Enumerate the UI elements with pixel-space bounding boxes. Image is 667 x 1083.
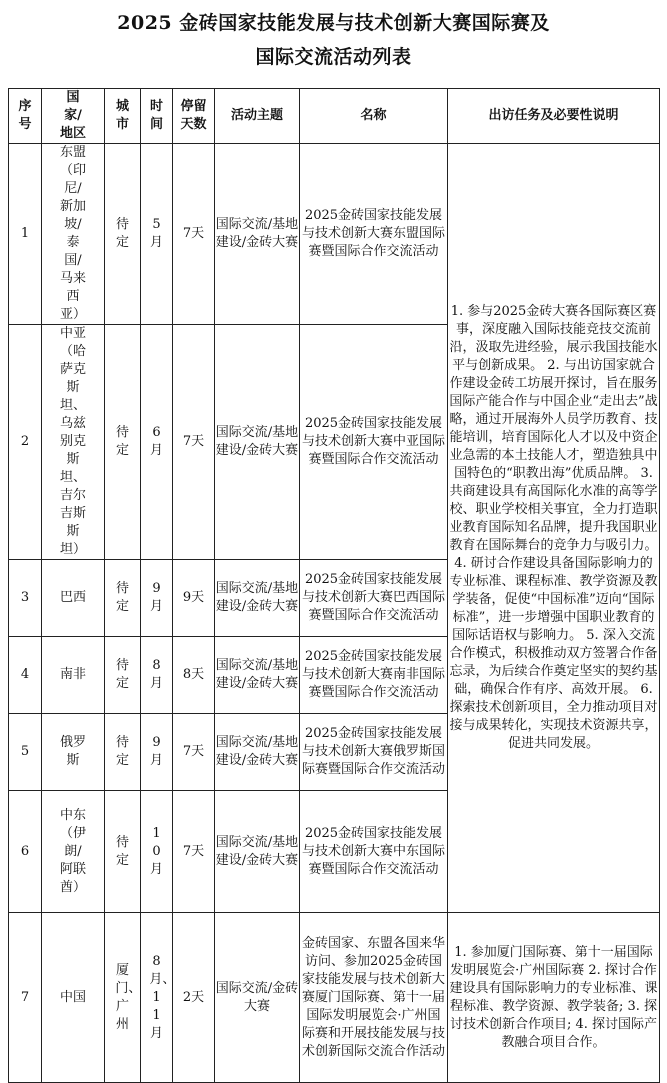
cell-theme: 国际交流/基地建设/金砖大赛 [215, 791, 300, 913]
cell-time: 8月、11月 [141, 913, 173, 1083]
cell-no: 7 [9, 913, 42, 1083]
cell-time: 10月 [141, 791, 173, 913]
header-city: 城市 [105, 89, 141, 144]
cell-name: 2025金砖国家技能发展与技术创新大赛南非国际赛暨国际合作交流活动 [300, 637, 448, 714]
cell-time: 9月 [141, 560, 173, 637]
cell-country: 中东（伊朗/阿联酋） [42, 791, 105, 913]
cell-stay: 8天 [173, 637, 215, 714]
header-time: 时间 [141, 89, 173, 144]
table-row [9, 144, 660, 325]
cell-city: 待定 [105, 791, 141, 913]
cell-no: 1 [9, 144, 42, 325]
cell-city: 待定 [105, 144, 141, 325]
cell-name: 金砖国家、东盟各国来华访问、参加2025金砖国家技能发展与技术创新大赛厦门国际赛、第十一届国际发明展览会·广州国际赛和开展技能发展与技术创新国际交流合作活动 [300, 913, 448, 1083]
cell-time: 6月 [141, 325, 173, 560]
header-name: 名称 [300, 89, 448, 144]
cell-no: 4 [9, 637, 42, 714]
cell-city: 待定 [105, 637, 141, 714]
cell-stay: 2天 [173, 913, 215, 1083]
cell-name: 2025金砖国家技能发展与技术创新大赛中亚国际赛暨国际合作交流活动 [300, 325, 448, 560]
cell-stay: 7天 [173, 144, 215, 325]
cell-no: 5 [9, 714, 42, 791]
cell-name: 2025金砖国家技能发展与技术创新大赛巴西国际赛暨国际合作交流活动 [300, 560, 448, 637]
header-mission: 出访任务及必要性说明 [448, 89, 660, 144]
cell-city: 待定 [105, 325, 141, 560]
cell-mission-shared: 1. 参与2025金砖大赛各国际赛区赛事，深度融入国际技能竞技交流前沿，汲取先进经验，展示我国技能水平与创新成果。 2. 与出访国家就合作建设金砖工坊展开探讨，旨在服务国际产能合作与中国企业“走出去”战略，通过开展海外人员学历教育、技能培训，培育国际化人才以及中资企业急需的本土技能人才，塑造独具中国特色的“职教出海”优质品牌。 3. 共商建设具有高国际化水准的高等学校、职业学校相关事宜，全力打造职业教育国际知名品牌，提升我国职业教育在国际舞台的竞争力与吸引力。 4. 研讨合作建设具备国际影响力的专业标准、课程标准、教学资源及教学装备，促使“中国标准”迈向“国际标准”，进一步增强中国职业教育的国际话语权与影响力。 5. 深入交流合作模式，积极推动双方签署合作备忘录，为后续合作奠定坚实的契约基础，确保合作有序、高效开展。 6. 探索技术创新项目，全力推动项目对接与成果转化，实现技术资源共享，促进共同发展。 [448, 144, 660, 913]
cell-stay: 9天 [173, 560, 215, 637]
header-theme: 活动主题 [215, 89, 300, 144]
activity-table [8, 88, 660, 1083]
document-title-line2: 国际交流活动列表 [255, 46, 412, 68]
cell-country: 俄罗斯 [42, 714, 105, 791]
cell-time: 8月 [141, 637, 173, 714]
cell-stay: 7天 [173, 714, 215, 791]
cell-name: 2025金砖国家技能发展与技术创新大赛俄罗斯国际赛暨国际合作交流活动 [300, 714, 448, 791]
cell-theme: 国际交流/基地建设/金砖大赛 [215, 325, 300, 560]
cell-city: 待定 [105, 560, 141, 637]
cell-mission-row7: 1. 参加厦门国际赛、第十一届国际发明展览会·广州国际赛 2. 探讨合作建设具有国际影响力的专业标准、课程标准、教学资源、教学装备; 3. 探讨技术创新合作项目; 4. 探讨国际产教融合项目合作。 [448, 913, 660, 1083]
cell-city: 待定 [105, 714, 141, 791]
cell-no: 3 [9, 560, 42, 637]
cell-stay: 7天 [173, 325, 215, 560]
table-row [9, 913, 660, 1083]
cell-theme: 国际交流/基地建设/金砖大赛 [215, 714, 300, 791]
document-title-line1: 2025 金砖国家技能发展与技术创新大赛国际赛及 [117, 12, 550, 34]
cell-theme: 国际交流/基地建设/金砖大赛 [215, 560, 300, 637]
cell-name: 2025金砖国家技能发展与技术创新大赛中东国际赛暨国际合作交流活动 [300, 791, 448, 913]
header-no: 序号 [9, 89, 42, 144]
cell-time: 5月 [141, 144, 173, 325]
cell-country: 南非 [42, 637, 105, 714]
cell-theme: 国际交流/基地建设/金砖大赛 [215, 637, 300, 714]
cell-country: 中国 [42, 913, 105, 1083]
cell-theme: 国际交流/基地建设/金砖大赛 [215, 144, 300, 325]
cell-country: 中亚（哈萨克斯坦、乌兹别克斯坦、吉尔吉斯斯坦） [42, 325, 105, 560]
cell-name: 2025金砖国家技能发展与技术创新大赛东盟国际赛暨国际合作交流活动 [300, 144, 448, 325]
table-header-row [9, 89, 660, 144]
cell-city: 厦门、广州 [105, 913, 141, 1083]
cell-country: 东盟（印尼/新加坡/泰国/马来西亚） [42, 144, 105, 325]
header-country: 国家/地区 [42, 89, 105, 144]
cell-country: 巴西 [42, 560, 105, 637]
cell-stay: 7天 [173, 791, 215, 913]
cell-theme: 国际交流/金砖大赛 [215, 913, 300, 1083]
cell-no: 2 [9, 325, 42, 560]
cell-time: 9月 [141, 714, 173, 791]
header-stay: 停留天数 [173, 89, 215, 144]
cell-no: 6 [9, 791, 42, 913]
